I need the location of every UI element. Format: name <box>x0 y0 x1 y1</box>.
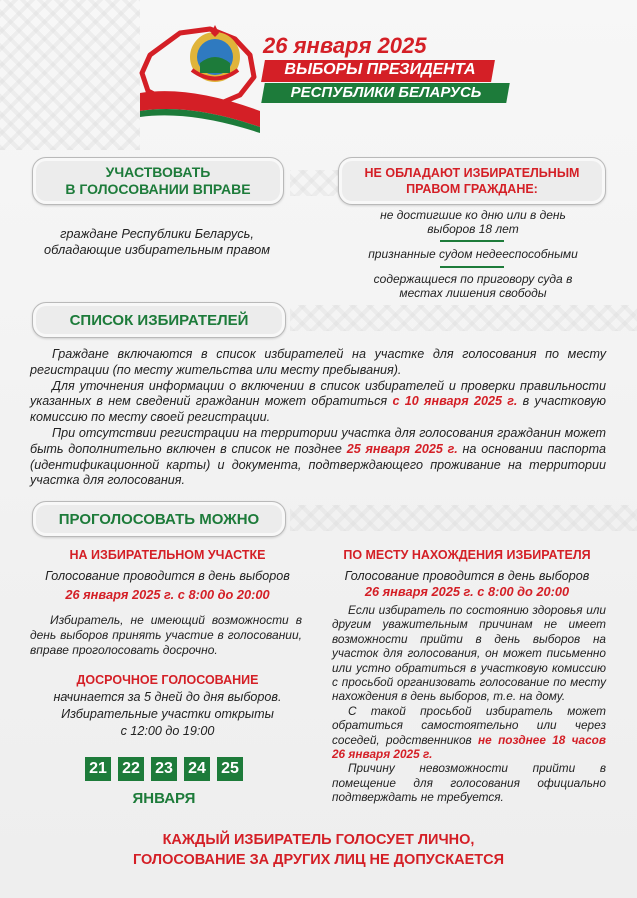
home-voting-para-2-date: не позднее 18 часов 26 января 2025 г. <box>332 732 607 762</box>
footer-line-1: КАЖДЫЙ ИЗБИРАТЕЛЬ ГОЛОСУЕТ ЛИЧНО, <box>162 832 475 848</box>
election-date: 26 января 2025 <box>263 33 427 58</box>
voters-list-p3-date: 25 января 2025 г. <box>346 441 458 456</box>
not-eligible-item-2: признанные судом недееспособными <box>368 247 578 261</box>
early-voting-line-3: с 12:00 до 19:00 <box>120 724 215 738</box>
early-voting-heading: ДОСРОЧНОЕ ГОЛОСОВАНИЕ <box>76 673 259 687</box>
not-eligible-heading-line-2: ПРАВОМ ГРАЖДАНЕ: <box>406 182 538 196</box>
early-day-1: 21 <box>85 757 111 781</box>
home-voting-para-2-text: С такой просьбой избиратель может обратиться самостоятельно или через соседей, родственников <box>332 703 606 747</box>
header-graphic <box>130 15 270 135</box>
early-voting-line-2: Избирательные участки открыты <box>61 707 274 721</box>
eligible-heading-line-1: УЧАСТВОВАТЬ <box>105 164 211 180</box>
early-month: ЯНВАРЯ <box>132 790 196 807</box>
home-voting-para-2 <box>332 704 606 762</box>
voters-list-p3 <box>30 426 606 489</box>
vote-heading: ПРОГОЛОСОВАТЬ МОЖНО <box>32 501 286 537</box>
voters-list-body <box>30 347 606 489</box>
not-eligible-heading <box>338 157 606 205</box>
voters-list-p2-tail: в участковую комиссию по месту своей регистрации. <box>30 394 606 425</box>
ornament-band-2 <box>290 505 637 531</box>
polling-station-line-1: Голосование проводится в день выборов <box>45 569 290 583</box>
voters-list-p3-text: При отсутствии регистрации на территории участка для голосования гражданин может быть дополнительно включен в список не позднее <box>30 425 606 456</box>
footer-line-2: ГОЛОСОВАНИЕ ЗА ДРУГИХ ЛИЦ НЕ ДОПУСКАЕТСЯ <box>132 852 504 868</box>
voters-list-heading: СПИСОК ИЗБИРАТЕЛЕЙ <box>32 302 286 338</box>
ornament-band-1 <box>290 305 637 331</box>
polling-station-line-2: 26 января 2025 г. с 8:00 до 20:00 <box>65 587 270 602</box>
home-voting-line-1: Голосование проводится в день выборов <box>344 569 590 583</box>
divider-2 <box>440 266 504 268</box>
voters-list-p2 <box>30 379 606 426</box>
eligible-heading <box>32 157 284 205</box>
early-day-4: 24 <box>184 757 210 781</box>
early-day-5: 25 <box>217 757 243 781</box>
divider-1 <box>440 240 504 242</box>
ornament-left <box>0 0 140 150</box>
polling-station-heading: НА ИЗБИРАТЕЛЬНОМ УЧАСТКЕ <box>69 548 266 562</box>
voters-list-p3-tail: на основании паспорта (идентификационной карты) и документа, подтверждающего проживание на территории участка для голосования. <box>30 441 606 488</box>
not-eligible-heading-line-1: НЕ ОБЛАДАЮТ ИЗБИРАТЕЛЬНЫМ <box>364 166 580 180</box>
early-day-2: 22 <box>118 757 144 781</box>
eligible-heading-line-2: В ГОЛОСОВАНИИ ВПРАВЕ <box>65 181 251 197</box>
eligible-text: граждане Республики Беларусь, обладающие избирательным правом <box>44 226 270 257</box>
not-eligible-item-1: не достигшие ко дню или в день выборов 18 лет <box>380 208 566 236</box>
voters-list-p2-date: с 10 января 2025 г. <box>392 394 518 409</box>
voters-list-p1: Граждане включаются в список избирателей на участке для голосования по месту регистрации (по месту жительства или месту пребывания). <box>30 347 606 377</box>
not-eligible-item-3: содержащиеся по приговору суда в местах лишения свободы <box>373 272 573 300</box>
title-line-1: ВЫБОРЫ ПРЕЗИДЕНТА <box>284 61 476 78</box>
polling-station-para: Избиратель, не имеющий возможности в день выборов принять участие в голосовании, вправе проголосовать досрочно. <box>30 613 302 657</box>
voters-list-p2-text: Для уточнения информации о включении в список избирателей и проверки правильности указанных в нем сведений гражданин может обратиться <box>30 378 606 409</box>
home-voting-para-3: Причину невозможности прийти в помещение для голосования официально подтверждать не требуется. <box>332 761 606 805</box>
early-day-3: 23 <box>151 757 177 781</box>
home-voting-body <box>332 603 606 805</box>
title-line-2: РЕСПУБЛИКИ БЕЛАРУСЬ <box>290 84 482 101</box>
home-voting-heading: ПО МЕСТУ НАХОЖДЕНИЯ ИЗБИРАТЕЛЯ <box>343 548 591 562</box>
coat-of-arms-emblem <box>190 25 240 82</box>
early-voting-line-1: начинается за 5 дней до дня выборов. <box>53 690 282 704</box>
home-voting-para-1: Если избиратель по состоянию здоровья или другим уважительным причинам не имеет возможности прийти в день выборов на участок для голосования, он может письменно или устно обратиться в участковую комиссию с просьбой организовать голосование по месту нахождения в день выборов, т.е. на дому. <box>332 603 606 704</box>
home-voting-line-2: 26 января 2025 г. с 8:00 до 20:00 <box>364 584 570 599</box>
